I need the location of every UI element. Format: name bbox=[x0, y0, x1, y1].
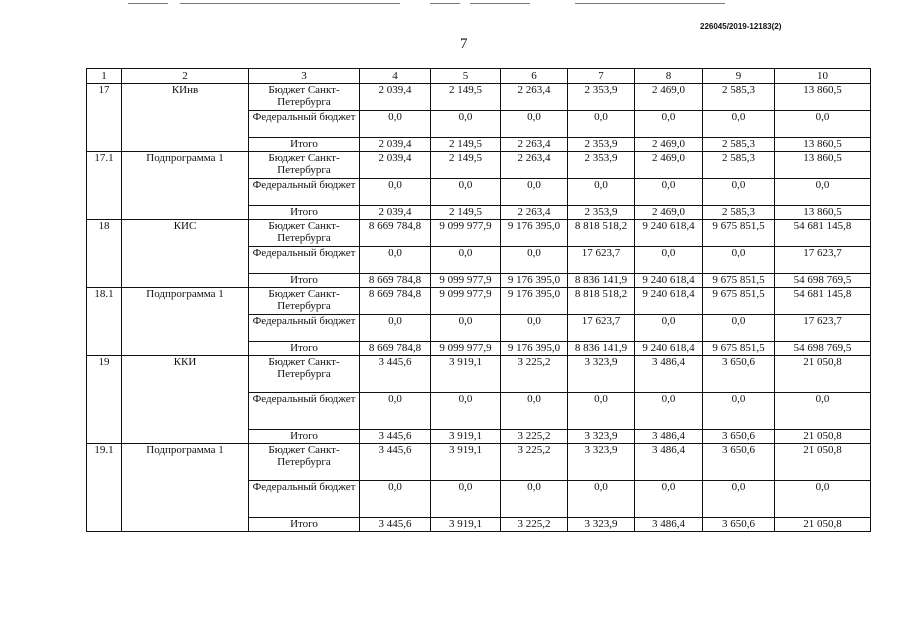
amount-cell: 2 039,4 bbox=[360, 84, 431, 111]
amount-cell: 3 650,6 bbox=[703, 444, 775, 481]
amount-cell: 0,0 bbox=[568, 393, 635, 430]
table-header-row bbox=[87, 69, 871, 84]
amount-cell: 3 445,6 bbox=[360, 356, 431, 393]
amount-cell: 2 585,3 bbox=[703, 84, 775, 111]
top-scan-rule bbox=[128, 3, 168, 4]
amount-cell: 54 681 145,8 bbox=[775, 288, 871, 315]
amount-cell: 3 445,6 bbox=[360, 430, 431, 444]
row-number-cell: 17 bbox=[87, 84, 122, 152]
funding-source-cell: Итого bbox=[249, 430, 360, 444]
amount-cell: 2 263,4 bbox=[501, 84, 568, 111]
amount-cell: 9 240 618,4 bbox=[635, 220, 703, 247]
row-number-cell: 19 bbox=[87, 356, 122, 444]
amount-cell: 13 860,5 bbox=[775, 138, 871, 152]
funding-source-cell: Бюджет Санкт-Петербурга bbox=[249, 220, 360, 247]
funding-source-cell: Федеральный бюджет bbox=[249, 111, 360, 138]
amount-cell: 0,0 bbox=[635, 481, 703, 518]
funding-source-cell: Итого bbox=[249, 206, 360, 220]
amount-cell: 2 149,5 bbox=[431, 138, 501, 152]
amount-cell: 9 176 395,0 bbox=[501, 274, 568, 288]
amount-cell: 0,0 bbox=[703, 247, 775, 274]
amount-cell: 13 860,5 bbox=[775, 206, 871, 220]
row-number-cell: 17.1 bbox=[87, 152, 122, 220]
amount-cell: 0,0 bbox=[431, 315, 501, 342]
amount-cell: 21 050,8 bbox=[775, 356, 871, 393]
amount-cell: 2 585,3 bbox=[703, 138, 775, 152]
amount-cell: 8 836 141,9 bbox=[568, 274, 635, 288]
amount-cell: 8 818 518,2 bbox=[568, 288, 635, 315]
amount-cell: 2 263,4 bbox=[501, 152, 568, 179]
amount-cell: 0,0 bbox=[775, 111, 871, 138]
column-header: 7 bbox=[568, 69, 635, 84]
amount-cell: 3 323,9 bbox=[568, 444, 635, 481]
amount-cell: 8 818 518,2 bbox=[568, 220, 635, 247]
funding-source-cell: Бюджет Санкт-Петербурга bbox=[249, 84, 360, 111]
amount-cell: 8 836 141,9 bbox=[568, 342, 635, 356]
amount-cell: 9 675 851,5 bbox=[703, 274, 775, 288]
table-body bbox=[87, 69, 871, 532]
amount-cell: 3 445,6 bbox=[360, 518, 431, 532]
amount-cell: 3 486,4 bbox=[635, 356, 703, 393]
top-scan-rule bbox=[430, 3, 460, 4]
amount-cell: 9 675 851,5 bbox=[703, 220, 775, 247]
amount-cell: 3 919,1 bbox=[431, 356, 501, 393]
amount-cell: 2 585,3 bbox=[703, 206, 775, 220]
amount-cell: 3 225,2 bbox=[501, 356, 568, 393]
amount-cell: 2 353,9 bbox=[568, 138, 635, 152]
amount-cell: 2 039,4 bbox=[360, 152, 431, 179]
funding-source-cell: Итого bbox=[249, 342, 360, 356]
amount-cell: 17 623,7 bbox=[568, 247, 635, 274]
row-number-cell: 18 bbox=[87, 220, 122, 288]
funding-source-cell: Федеральный бюджет bbox=[249, 315, 360, 342]
amount-cell: 0,0 bbox=[635, 315, 703, 342]
amount-cell: 0,0 bbox=[501, 315, 568, 342]
amount-cell: 2 039,4 bbox=[360, 138, 431, 152]
amount-cell: 0,0 bbox=[501, 111, 568, 138]
amount-cell: 2 263,4 bbox=[501, 138, 568, 152]
amount-cell: 3 919,1 bbox=[431, 430, 501, 444]
table-row bbox=[87, 356, 871, 393]
amount-cell: 3 650,6 bbox=[703, 518, 775, 532]
amount-cell: 9 240 618,4 bbox=[635, 274, 703, 288]
program-name-cell: Подпрограмма 1 bbox=[122, 288, 249, 356]
amount-cell: 0,0 bbox=[635, 393, 703, 430]
amount-cell: 0,0 bbox=[431, 179, 501, 206]
funding-source-cell: Федеральный бюджет bbox=[249, 247, 360, 274]
funding-source-cell: Бюджет Санкт-Петербурга bbox=[249, 288, 360, 315]
amount-cell: 8 669 784,8 bbox=[360, 274, 431, 288]
row-number-cell: 18.1 bbox=[87, 288, 122, 356]
amount-cell: 2 039,4 bbox=[360, 206, 431, 220]
amount-cell: 0,0 bbox=[568, 481, 635, 518]
amount-cell: 3 919,1 bbox=[431, 518, 501, 532]
top-scan-rule bbox=[180, 3, 400, 4]
document-id: 226045/2019-12183(2) bbox=[700, 22, 782, 31]
amount-cell: 9 176 395,0 bbox=[501, 220, 568, 247]
amount-cell: 0,0 bbox=[501, 179, 568, 206]
column-header: 4 bbox=[360, 69, 431, 84]
amount-cell: 3 225,2 bbox=[501, 444, 568, 481]
amount-cell: 54 681 145,8 bbox=[775, 220, 871, 247]
column-header: 2 bbox=[122, 69, 249, 84]
amount-cell: 0,0 bbox=[635, 111, 703, 138]
amount-cell: 0,0 bbox=[501, 393, 568, 430]
page-number: 7 bbox=[460, 36, 468, 52]
amount-cell: 3 225,2 bbox=[501, 430, 568, 444]
amount-cell: 0,0 bbox=[635, 247, 703, 274]
amount-cell: 2 469,0 bbox=[635, 152, 703, 179]
amount-cell: 17 623,7 bbox=[568, 315, 635, 342]
amount-cell: 0,0 bbox=[703, 179, 775, 206]
amount-cell: 9 176 395,0 bbox=[501, 342, 568, 356]
amount-cell: 0,0 bbox=[568, 111, 635, 138]
column-header: 8 bbox=[635, 69, 703, 84]
table-row bbox=[87, 152, 871, 179]
amount-cell: 3 445,6 bbox=[360, 444, 431, 481]
program-name-cell: ККИ bbox=[122, 356, 249, 444]
amount-cell: 2 469,0 bbox=[635, 138, 703, 152]
amount-cell: 3 323,9 bbox=[568, 430, 635, 444]
amount-cell: 9 099 977,9 bbox=[431, 220, 501, 247]
column-header: 5 bbox=[431, 69, 501, 84]
table-row bbox=[87, 444, 871, 481]
amount-cell: 3 486,4 bbox=[635, 444, 703, 481]
amount-cell: 0,0 bbox=[360, 179, 431, 206]
amount-cell: 0,0 bbox=[431, 481, 501, 518]
amount-cell: 0,0 bbox=[775, 481, 871, 518]
amount-cell: 9 240 618,4 bbox=[635, 288, 703, 315]
amount-cell: 0,0 bbox=[775, 393, 871, 430]
amount-cell: 9 675 851,5 bbox=[703, 342, 775, 356]
amount-cell: 9 176 395,0 bbox=[501, 288, 568, 315]
amount-cell: 54 698 769,5 bbox=[775, 274, 871, 288]
amount-cell: 9 099 977,9 bbox=[431, 274, 501, 288]
table-row bbox=[87, 84, 871, 111]
funding-source-cell: Итого bbox=[249, 274, 360, 288]
amount-cell: 9 099 977,9 bbox=[431, 342, 501, 356]
amount-cell: 0,0 bbox=[501, 247, 568, 274]
funding-source-cell: Бюджет Санкт-Петербурга bbox=[249, 356, 360, 393]
funding-source-cell: Федеральный бюджет bbox=[249, 393, 360, 430]
amount-cell: 9 240 618,4 bbox=[635, 342, 703, 356]
amount-cell: 3 323,9 bbox=[568, 518, 635, 532]
amount-cell: 2 469,0 bbox=[635, 206, 703, 220]
amount-cell: 0,0 bbox=[703, 111, 775, 138]
funding-source-cell: Бюджет Санкт-Петербурга bbox=[249, 444, 360, 481]
amount-cell: 2 263,4 bbox=[501, 206, 568, 220]
program-name-cell: КИС bbox=[122, 220, 249, 288]
column-header: 9 bbox=[703, 69, 775, 84]
top-scan-rule bbox=[470, 3, 530, 4]
funding-source-cell: Федеральный бюджет bbox=[249, 481, 360, 518]
amount-cell: 2 353,9 bbox=[568, 206, 635, 220]
amount-cell: 21 050,8 bbox=[775, 518, 871, 532]
funding-source-cell: Итого bbox=[249, 518, 360, 532]
funding-source-cell: Федеральный бюджет bbox=[249, 179, 360, 206]
amount-cell: 2 149,5 bbox=[431, 152, 501, 179]
amount-cell: 17 623,7 bbox=[775, 247, 871, 274]
amount-cell: 21 050,8 bbox=[775, 444, 871, 481]
amount-cell: 3 919,1 bbox=[431, 444, 501, 481]
amount-cell: 0,0 bbox=[568, 179, 635, 206]
top-scan-rule bbox=[575, 3, 725, 4]
funding-source-cell: Бюджет Санкт-Петербурга bbox=[249, 152, 360, 179]
amount-cell: 2 353,9 bbox=[568, 152, 635, 179]
amount-cell: 0,0 bbox=[703, 315, 775, 342]
program-name-cell: Подпрограмма 1 bbox=[122, 152, 249, 220]
amount-cell: 9 099 977,9 bbox=[431, 288, 501, 315]
amount-cell: 21 050,8 bbox=[775, 430, 871, 444]
amount-cell: 2 585,3 bbox=[703, 152, 775, 179]
amount-cell: 9 675 851,5 bbox=[703, 288, 775, 315]
amount-cell: 3 486,4 bbox=[635, 518, 703, 532]
amount-cell: 0,0 bbox=[360, 247, 431, 274]
column-header: 10 bbox=[775, 69, 871, 84]
amount-cell: 2 149,5 bbox=[431, 206, 501, 220]
table-row bbox=[87, 288, 871, 315]
amount-cell: 0,0 bbox=[431, 393, 501, 430]
program-name-cell: КИнв bbox=[122, 84, 249, 152]
amount-cell: 0,0 bbox=[775, 179, 871, 206]
amount-cell: 0,0 bbox=[431, 247, 501, 274]
amount-cell: 2 469,0 bbox=[635, 84, 703, 111]
program-name-cell: Подпрограмма 1 bbox=[122, 444, 249, 532]
budget-table bbox=[86, 68, 871, 532]
funding-source-cell: Итого bbox=[249, 138, 360, 152]
amount-cell: 3 650,6 bbox=[703, 430, 775, 444]
amount-cell: 13 860,5 bbox=[775, 84, 871, 111]
column-header: 3 bbox=[249, 69, 360, 84]
amount-cell: 17 623,7 bbox=[775, 315, 871, 342]
amount-cell: 2 149,5 bbox=[431, 84, 501, 111]
amount-cell: 0,0 bbox=[360, 481, 431, 518]
amount-cell: 0,0 bbox=[360, 315, 431, 342]
amount-cell: 8 669 784,8 bbox=[360, 342, 431, 356]
amount-cell: 8 669 784,8 bbox=[360, 288, 431, 315]
amount-cell: 0,0 bbox=[360, 111, 431, 138]
amount-cell: 0,0 bbox=[635, 179, 703, 206]
column-header: 6 bbox=[501, 69, 568, 84]
amount-cell: 0,0 bbox=[360, 393, 431, 430]
column-header: 1 bbox=[87, 69, 122, 84]
amount-cell: 0,0 bbox=[703, 481, 775, 518]
amount-cell: 0,0 bbox=[501, 481, 568, 518]
row-number-cell: 19.1 bbox=[87, 444, 122, 532]
amount-cell: 0,0 bbox=[703, 393, 775, 430]
amount-cell: 3 486,4 bbox=[635, 430, 703, 444]
amount-cell: 3 225,2 bbox=[501, 518, 568, 532]
amount-cell: 0,0 bbox=[431, 111, 501, 138]
amount-cell: 3 323,9 bbox=[568, 356, 635, 393]
amount-cell: 3 650,6 bbox=[703, 356, 775, 393]
table-row bbox=[87, 220, 871, 247]
amount-cell: 54 698 769,5 bbox=[775, 342, 871, 356]
amount-cell: 13 860,5 bbox=[775, 152, 871, 179]
amount-cell: 2 353,9 bbox=[568, 84, 635, 111]
amount-cell: 8 669 784,8 bbox=[360, 220, 431, 247]
